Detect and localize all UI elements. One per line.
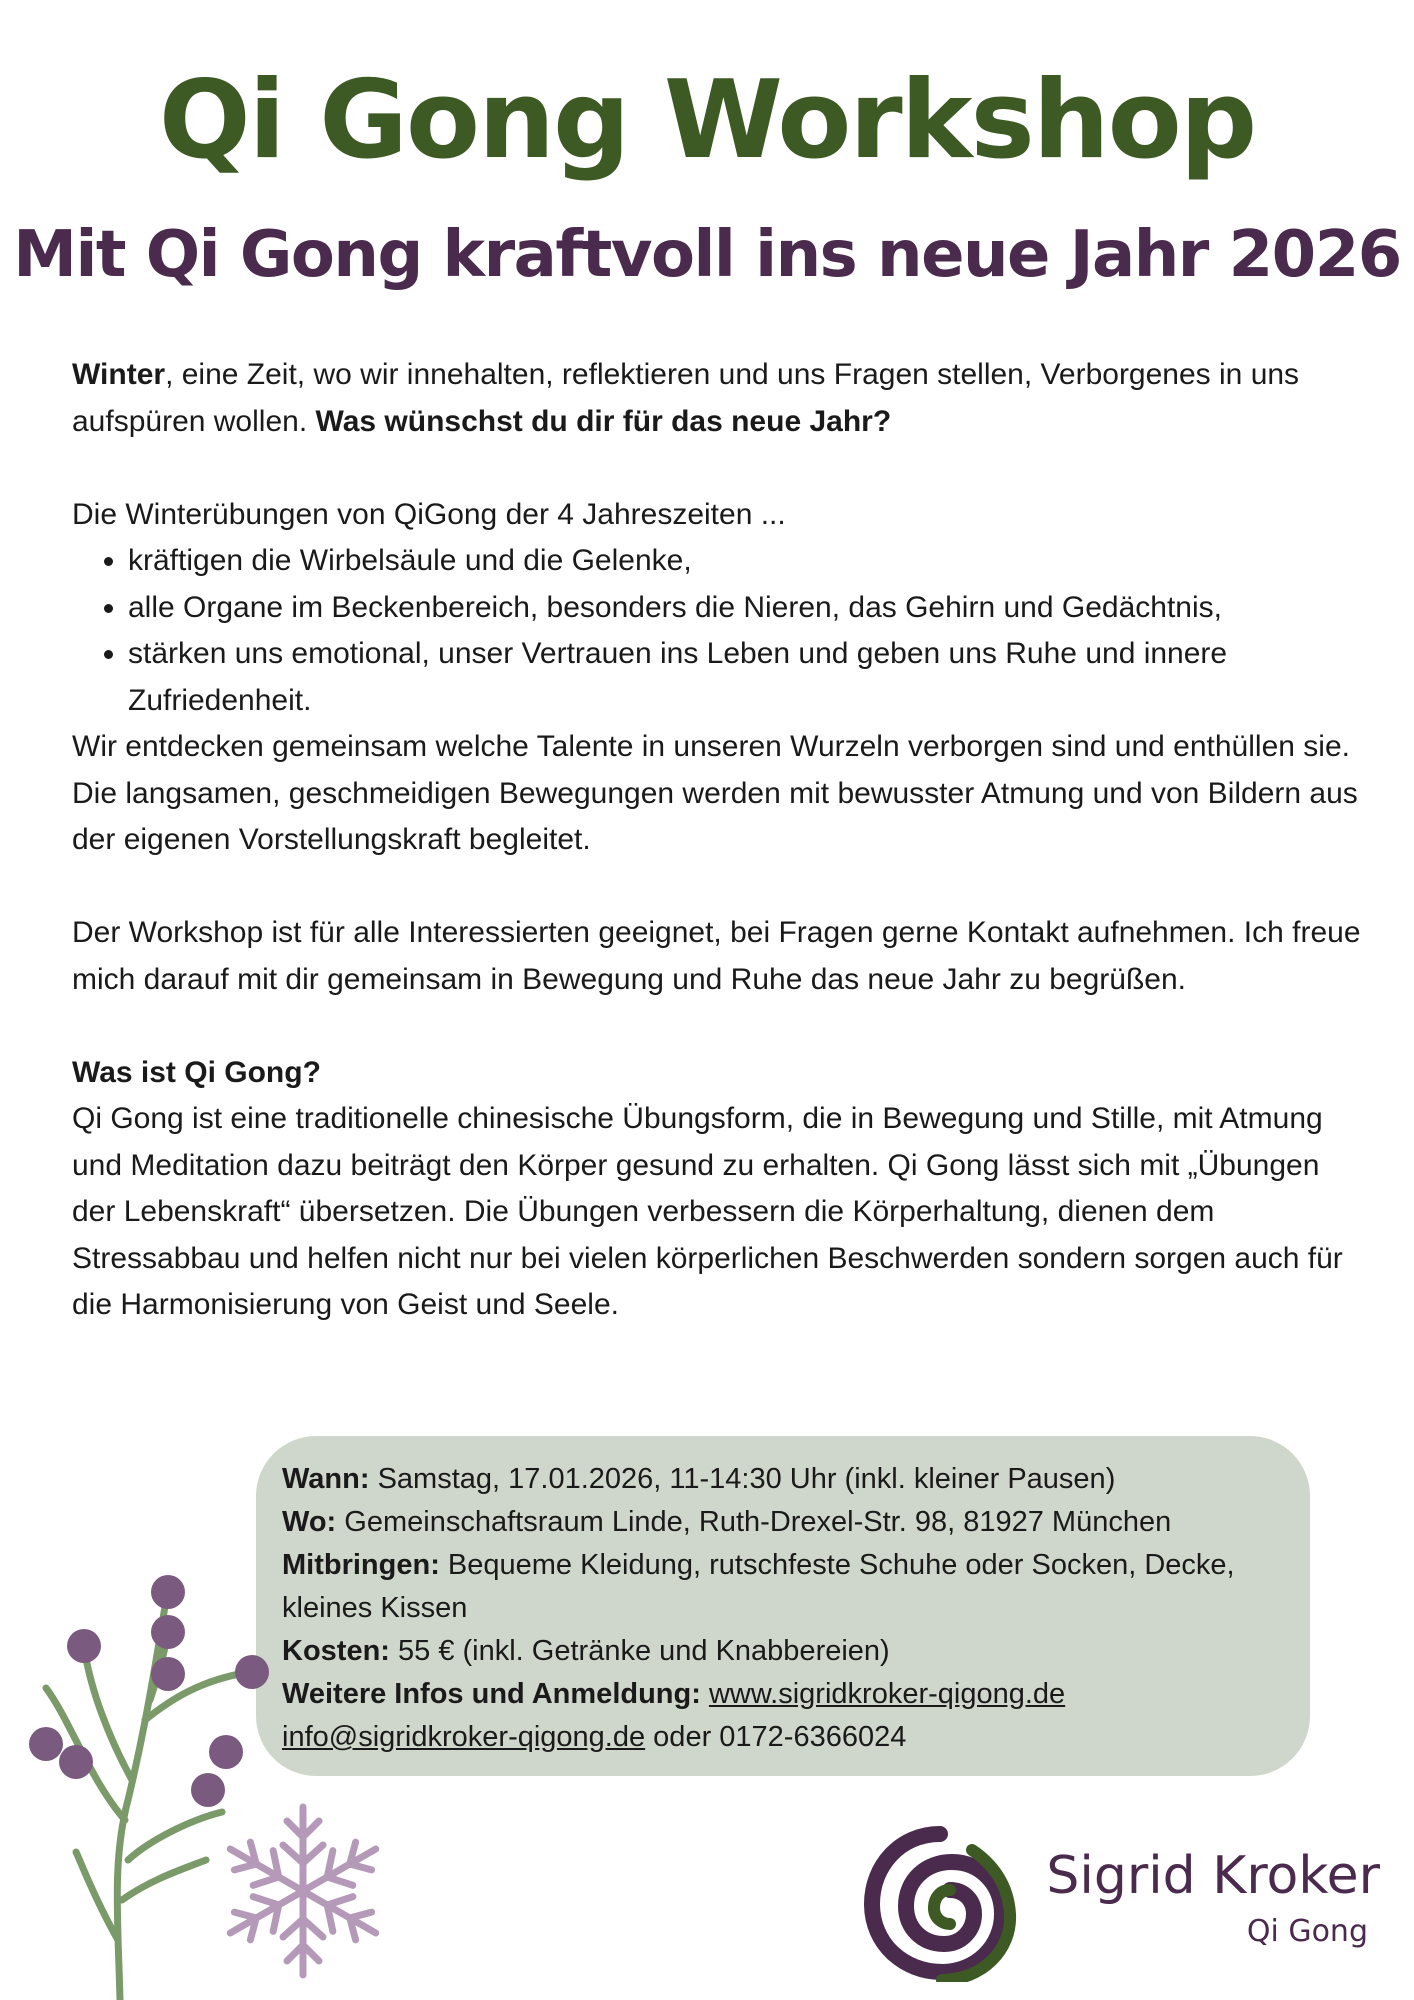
page-title: Qi Gong Workshop	[158, 58, 1256, 183]
spacer	[72, 1003, 1362, 1050]
intro-lead: Winter	[72, 358, 166, 391]
info-cost-label: Kosten:	[282, 1635, 390, 1667]
snowflake-icon	[208, 1796, 398, 1986]
website-link[interactable]: www.sigridkroker-qigong.de	[708, 1678, 1066, 1710]
logo-name: Sigrid Kroker	[1046, 1846, 1380, 1906]
info-when	[282, 1458, 1286, 1501]
exercises-lead: Die Winterübungen von QiGong der 4 Jahreszeiten ...	[72, 497, 786, 531]
info-contact	[282, 1716, 1286, 1759]
main-text	[72, 352, 1362, 1329]
info-bring-value: Bequeme Kleidung, rutschfeste Schuhe oder Socken, Decke, kleines Kissen	[282, 1549, 1235, 1624]
page-subtitle: Mit Qi Gong kraftvoll ins neue Jahr 2026	[13, 218, 1401, 292]
intro-paragraph	[72, 352, 1362, 445]
info-more-label: Weitere Infos und Anmeldung:	[282, 1678, 701, 1710]
list-item: • alle Organe im Beckenbereich, besonders die Nieren, das Gehirn und Gedächtnis,	[128, 585, 1362, 632]
intro-question: Was wünschst du dir für das neue Jahr?	[315, 404, 892, 438]
info-more	[282, 1673, 1286, 1716]
exercises-after: Wir entdecken gemeinsam welche Talente in unseren Wurzeln verborgen sind und enthüllen sie. Die langsamen, geschmeidigen Bewegungen werden mit bewusster Atmung und von Bildern aus der eigenen Vorstellungskraft begleitet.	[72, 730, 1358, 856]
spiral-logo-icon	[860, 1822, 1020, 1982]
logo-tagline: Qi Gong	[1246, 1914, 1368, 1949]
about-heading	[72, 1050, 1362, 1097]
branch-stem	[122, 1860, 206, 1900]
berry	[151, 1657, 185, 1691]
info-bring-label: Mitbringen:	[282, 1549, 440, 1581]
info-where-value: Gemeinschaftsraum Linde, Ruth-Drexel-Str. 98, 81927 München	[336, 1506, 1172, 1538]
info-where	[282, 1501, 1286, 1544]
berry	[67, 1629, 101, 1663]
spacer	[72, 445, 1362, 492]
snowflake-arm	[283, 1807, 323, 1891]
info-when-label: Wann:	[282, 1463, 370, 1495]
info-when-value: Samstag, 17.01.2026, 11-14:30 Uhr (inkl. kleiner Pausen)	[369, 1463, 1116, 1495]
spiral-inner	[934, 1890, 950, 1924]
berry	[59, 1745, 93, 1779]
berry	[235, 1655, 269, 1689]
phone-text: oder 0172-6366024	[645, 1721, 907, 1753]
snowflake-arm	[283, 1891, 323, 1975]
berry	[151, 1575, 185, 1609]
berry	[151, 1615, 185, 1649]
berry	[29, 1727, 63, 1761]
branch-stem	[76, 1852, 118, 1940]
about-text: Qi Gong ist eine traditionelle chinesische Übungsform, die in Bewegung und Stille, mit Atmung und Meditation dazu beiträgt den Körper gesund zu erhalten. Qi Gong lässt sich mit „Übungen der Lebenskraft“ übersetzen. Die Übungen verbessern die Körperhaltung, dienen dem Stressabbau und helfen nicht nur bei vielen körperlichen Beschwerden sondern sorgen auch für die Harmonisierung von Geist und Seele.	[72, 1102, 1343, 1321]
event-info-box	[256, 1436, 1310, 1776]
exercises-list	[72, 538, 1362, 724]
info-where-label: Wo:	[282, 1506, 337, 1538]
list-item: • kräftigen die Wirbelsäule und die Gelenke,	[128, 538, 1362, 585]
berry	[209, 1735, 243, 1769]
email-link[interactable]: info@sigridkroker-qigong.de	[282, 1721, 646, 1753]
about-heading-text: Was ist Qi Gong?	[72, 1055, 321, 1089]
intro-rest: , eine Zeit, wo wir innehalten, reflektieren und uns Fragen stellen, Verborgenes in uns aufspüren wollen.	[72, 358, 1300, 438]
info-bring	[282, 1544, 1286, 1630]
spacer	[72, 864, 1362, 911]
info-cost-value: 55 € (inkl. Getränke und Knabbereien)	[389, 1635, 890, 1667]
workshop-note: Der Workshop ist für alle Interessierten geeignet, bei Fragen gerne Kontakt aufnehmen. Ich freue mich darauf mit dir gemeinsam in Bewegung und Ruhe das neue Jahr zu begrüßen.	[72, 916, 1361, 996]
info-cost	[282, 1630, 1286, 1673]
list-item: • stärken uns emotional, unser Vertrauen ins Leben und geben uns Ruhe und innere Zufriedenheit.	[128, 631, 1362, 724]
